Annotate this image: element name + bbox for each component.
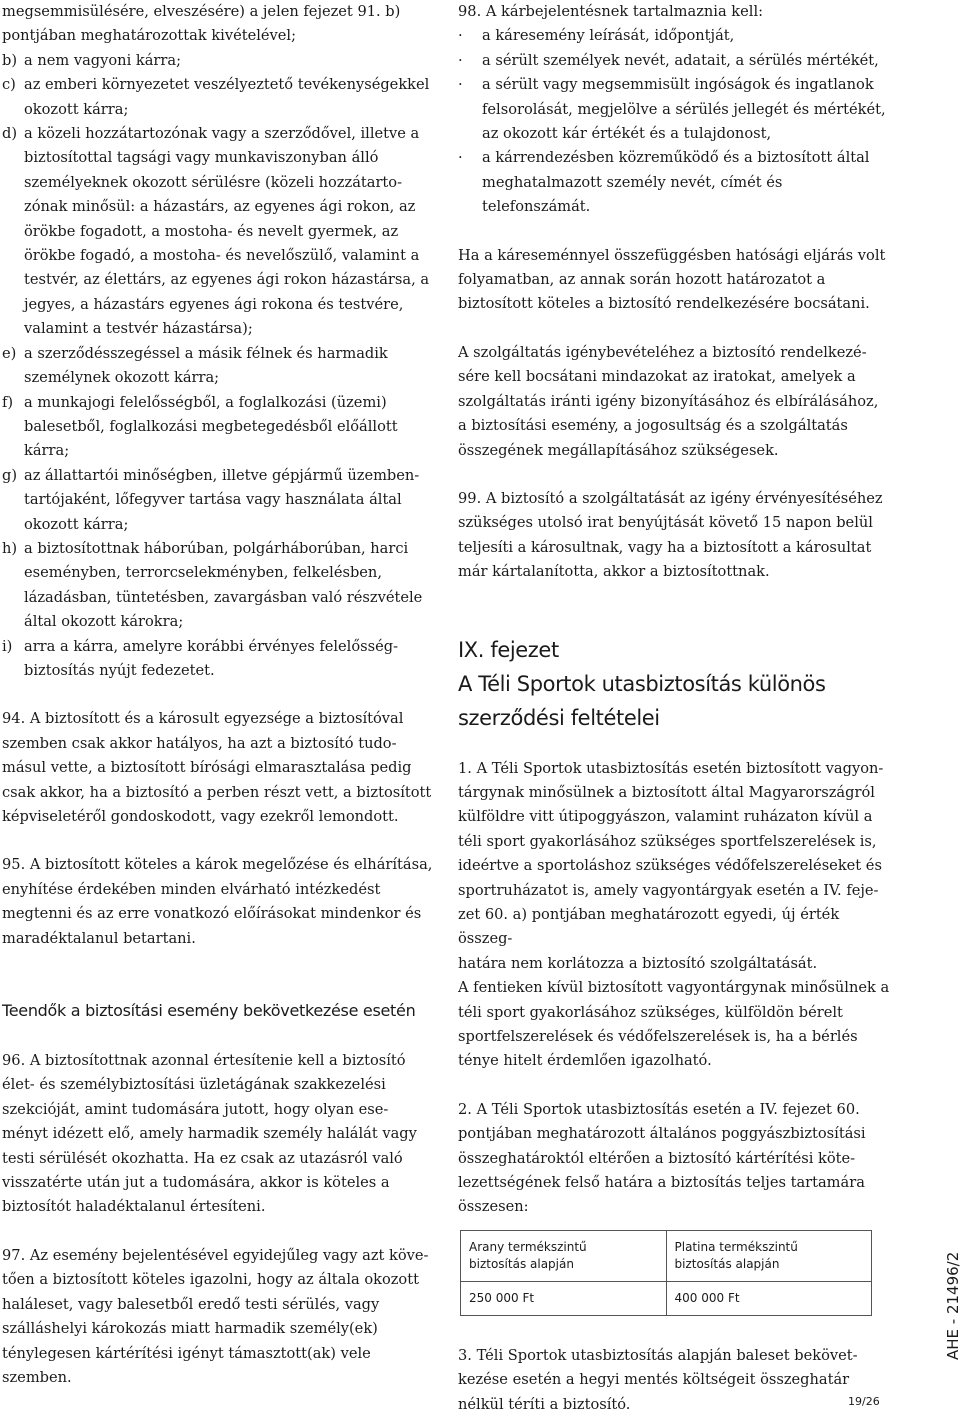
list-item-label: e) (2, 344, 17, 362)
chapter-title: A Téli Sportok utasbiztosítás különös szerződési feltételei (458, 671, 826, 730)
section-1b: A fentieken kívül biztosított vagyontárgynak minősülnek a téli sport gyakorlásához szükséges, külföldön bérelt sportfelszerelések és védőfelszerelések is, ha a bérlés ténye hitelt érdemlően igazolható. (458, 979, 890, 1070)
spacer (2, 829, 434, 853)
list-item (2, 635, 434, 684)
bullet-item (458, 73, 890, 146)
spacer (458, 735, 890, 757)
section-1: 1. A Téli Sportok utasbiztosítás esetén biztosított vagyon- tárgynak minősülnek a biztosított által Magyarországról külföldre vitt útipoggyászon, valamint ruházaton kívül a téli sport gyakorlásához szükséges sportfelszerelések is, ideértve a sportoláshoz szükséges védőfelszereléseket és sportruházatot is, amely vagyontárgyak esetén a IV. feje- zet 60. a) pontjában meghatározott egyedi, új érték összeg- határa nem korlátozza a biztosító szolgáltatását. (458, 759, 884, 972)
spacer (2, 951, 434, 999)
bullet-text: a sérült vagy megsemmisült ingóságok és ingatlanok felsorolását, megjelölve a sérülés jellegét és mértékét, az okozott kár értékét és a tulajdonost, (482, 76, 886, 143)
spacer (458, 1074, 890, 1098)
table-row (461, 1230, 872, 1281)
bullet-marker: · (458, 51, 463, 69)
list-item-text: a szerződésszegéssel a másik félnek és harmadik személynek okozott kárra; (24, 344, 388, 387)
bullet-text: a sérült személyek nevét, adatait, a sérülés mértékét, (482, 51, 879, 69)
section-3: 3. Téli Sportok utasbiztosítás alapján baleset bekövet- kezése esetén a hegyi mentés költségeit összeghatár nélkül téríti a biztosító. (458, 1346, 858, 1413)
table-cell: 400 000 Ft (666, 1281, 872, 1315)
bullet-item (458, 24, 890, 48)
bullet-marker: · (458, 27, 463, 45)
table-header-cell: Arany termékszintű biztosítás alapján (461, 1230, 667, 1281)
spacer (2, 1023, 434, 1049)
list-item-text: a munkajogi felelősségből, a foglalkozási (üzemi) balesetből, foglalkozási megbetegedésből előállott kárra; (24, 393, 398, 460)
spacer (2, 683, 434, 707)
list-item-label: i) (2, 637, 13, 655)
list-item-text: a nem vagyoni kárra; (24, 51, 181, 69)
spacer (458, 317, 890, 341)
list-item (2, 391, 434, 464)
document-code: AHE - 21496/2 (944, 1251, 962, 1360)
paragraph-95: 95. A biztosított köteles a károk megelőzése és elhárítása, enyhítése érdekében minden elvárható intézkedést megtenni és az erre vonatkozó előírásokat mindenkor és maradéktalanul betartani. (2, 856, 433, 947)
bullet-marker: · (458, 149, 463, 167)
list-item-text: a biztosítottnak háborúban, polgárháborúban, harci eseményben, terrorcselekményben, felkelésben, lázadásban, tüntetésben, zavargásban való részvétele által okozott károkra; (24, 539, 423, 631)
table-row (461, 1281, 872, 1315)
bullet-marker: · (458, 76, 463, 94)
bullet-text: a káresemény leírását, időpontját, (482, 27, 735, 45)
spacer (458, 220, 890, 244)
section-heading: Teendők a biztosítási esemény bekövetkezése esetén (2, 1001, 416, 1021)
list-item-label: h) (2, 539, 18, 557)
left-column (2, 0, 434, 1390)
list-item (2, 464, 434, 537)
table-header-cell: Platina termékszintű biztosítás alapján (666, 1230, 872, 1281)
spacer (458, 1220, 890, 1230)
paragraph-authority: Ha a káreseménnyel összefüggésben hatósági eljárás volt folyamatban, az annak során hozott határozatot a biztosított köteles a biztosító rendelkezésére bocsátani. (458, 246, 886, 313)
list-item (2, 73, 434, 122)
list-item-text: az emberi környezetet veszélyeztető tevékenységekkel okozott kárra; (24, 76, 430, 118)
paragraph-documents: A szolgáltatás igénybevételéhez a biztosító rendelkezé- sére kell bocsátani mindazokat az iratokat, amelyek a szolgáltatás iránti igény bizonyításához és elbírálásához, a biztosítási esemény, a jogosultság és a szolgáltatás összegének megállapításához szükségesek. (458, 343, 879, 459)
paragraph-94: 94. A biztosított és a károsult egyezsége a biztosítóval szemben csak akkor hatályos, ha azt a biztosító tudo- másul vette, a biztosított bírósági elmarasztalása pedig csak akkor, ha a biztosító a perben részt vett, a biztosított képviseletéről gondoskodott, vagy ezekről lemondott. (2, 710, 432, 825)
list-item (2, 342, 434, 391)
list-item-label: g) (2, 466, 18, 484)
spacer (458, 585, 890, 633)
paragraph-97: 97. Az esemény bejelentésével egyidejűleg vagy azt köve- tően a biztosított köteles igazolni, hogy az általa okozott haláleset, vagy balesetből eredő testi sérülés, vagy szálláshelyi károkozás miatt harmadik személy(ek) ténylegesen kártérítési igényt támasztott(ak) vele szemben. (2, 1246, 429, 1386)
spacer (458, 1316, 890, 1344)
chapter-number: IX. fejezet (458, 637, 559, 662)
spacer (2, 1220, 434, 1244)
intro-paragraph: megsemmisülésére, elveszésére) a jelen fejezet 91. b) pontjában meghatározottak kivételével; (2, 3, 401, 45)
list-item-label: f) (2, 393, 14, 411)
list-item (2, 49, 434, 73)
list-item-label: b) (2, 51, 18, 69)
spacer (458, 463, 890, 487)
right-column (458, 0, 890, 1417)
limits-table (460, 1230, 872, 1316)
list-item (2, 537, 434, 635)
paragraph-98-intro: 98. A kárbejelentésnek tartalmaznia kell: (458, 3, 764, 20)
list-item-text: az állattartói minőségben, illetve gépjármű üzemben- tartójaként, lőfegyver tartása vagy használata által okozott kárra; (24, 466, 420, 533)
list-item-label: c) (2, 76, 16, 94)
table-cell: 250 000 Ft (461, 1281, 667, 1315)
bullet-item (458, 49, 890, 73)
section-2: 2. A Téli Sportok utasbiztosítás esetén a IV. fejezet 60. pontjában meghatározott általános poggyászbiztosítási összeghatároktól eltérően a biztosító kártérítési köte- lezettségének felső határa a biztosítás teljes tartamára összesen: (458, 1100, 866, 1216)
bullet-text: a kárrendezésben közreműködő és a biztosított által meghatalmazott személy nevét, címét és telefonszámát. (482, 149, 870, 216)
paragraph-96: 96. A biztosítottnak azonnal értesítenie kell a biztosító élet- és személybiztosítási üzletágának szakkezelési szekcióját, amint tudomására jutott, hogy olyan ese- ményt idézett elő, amely harmadik személy halálát vagy testi sérülését okozhatta. Ha ez csak az utazásról való visszatérte után jut a tudomására, akkor is köteles a biztosítót haladéktalanul értesíteni. (2, 1052, 417, 1216)
page-number: 19/26 (848, 1395, 880, 1408)
list-item-text: a közeli hozzátartozónak vagy a szerződővel, illetve a biztosítottal tagsági vagy munkaviszonyban álló személyeknek okozott sérülésre (közeli hozzátarto- zónak minősül: a házastárs, az egyenes ági rokon, az örökbe fogadott, a mostoha- és nevelt gyermek, az örökbe fogadó, a mostoha- és nevelőszülő, valamint a testvér, az élettárs, az egyenes ági rokon házastársa, a jegyes, a házastárs egyenes ági rokona és testvére, valamint a testvér házastársa); (24, 125, 430, 338)
list-item-text: arra a kárra, amelyre korábbi érvényes felelősség- biztosítás nyújt fedezetet. (24, 637, 399, 679)
bullet-item (458, 146, 890, 219)
list-item (2, 122, 434, 342)
list-item-label: d) (2, 125, 18, 143)
paragraph-99: 99. A biztosító a szolgáltatását az igény érvényesítéséhez szükséges utolsó irat benyújtását követő 15 napon belül teljesíti a károsultnak, vagy ha a biztosított a károsultat már kártalanította, akkor a biztosítottnak. (458, 489, 883, 581)
